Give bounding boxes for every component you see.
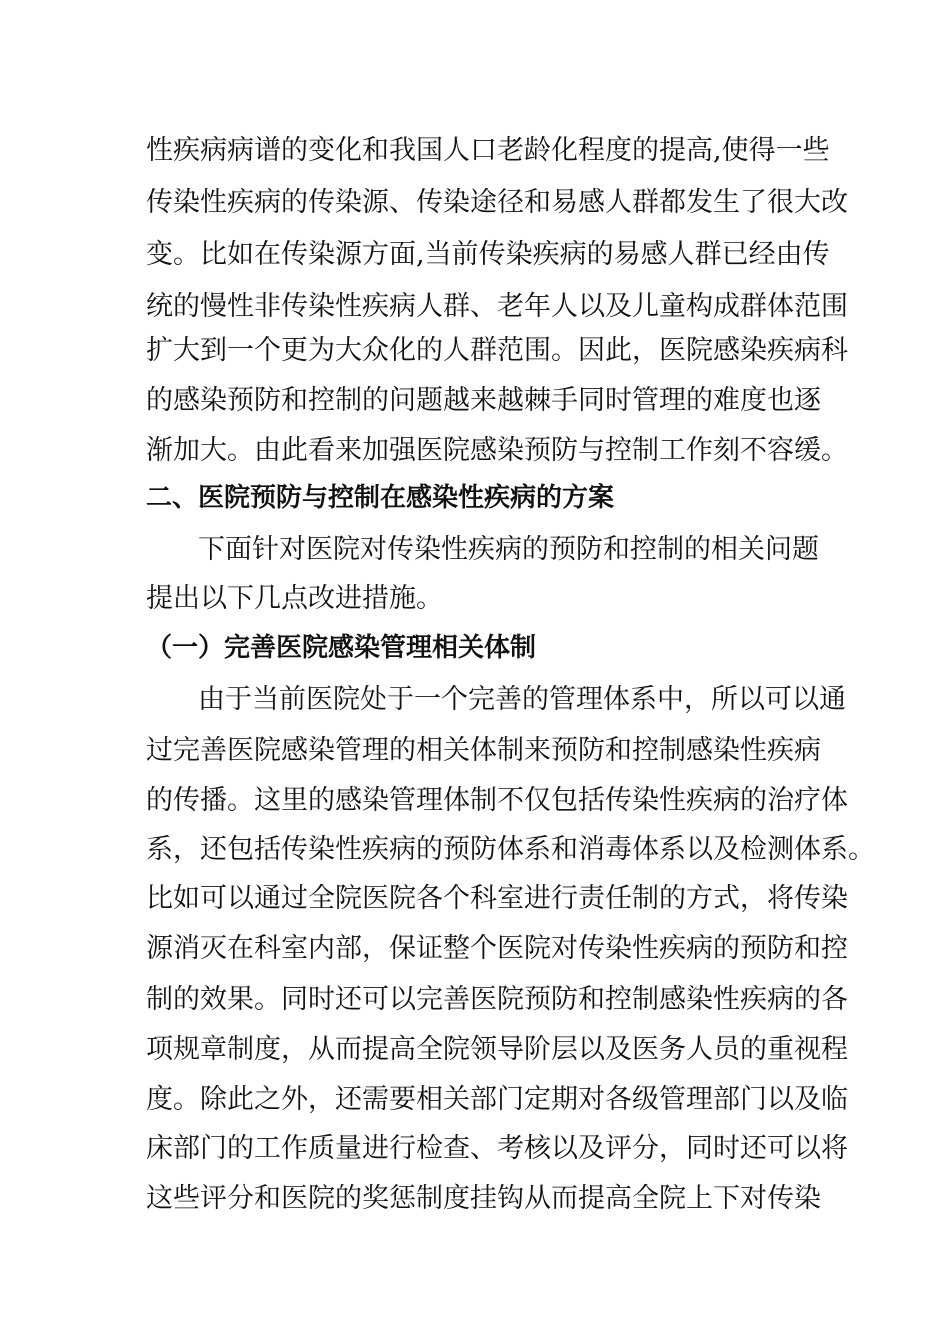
paragraph-line: 下面针对医院对传染性疾病的预防和控制的相关问题 — [198, 534, 819, 565]
subsection-heading: （一）完善医院感染管理相关体制 — [146, 633, 537, 663]
paragraph-line: 性疾病病谱的变化和我国人口老龄化程度的提高,使得一些 — [146, 135, 830, 166]
paragraph-line: 的感染预防和控制的问题越来越棘手同时管理的难度也逐 — [146, 385, 821, 416]
paragraph-line: 源消灭在科室内部，保证整个医院对传染性疾病的预防和控 — [146, 933, 848, 964]
paragraph-line: 提出以下几点改进措施。 — [146, 583, 443, 614]
paragraph-line: 系，还包括传染性疾病的预防体系和消毒体系以及检测体系。 — [146, 834, 875, 865]
paragraph-line: 扩大到一个更为大众化的人群范围。因此，医院感染疾病科 — [146, 335, 848, 366]
paragraph-line: 渐加大。由此看来加强医院感染预防与控制工作刻不容缓。 — [146, 435, 848, 466]
paragraph-line: 这些评分和医院的奖惩制度挂钩从而提高全院上下对传染 — [146, 1183, 821, 1214]
paragraph-line: 比如可以通过全院医院各个科室进行责任制的方式，将传染 — [146, 883, 848, 914]
paragraph-line: 项规章制度，从而提高全院领导阶层以及医务人员的重视程 — [146, 1034, 848, 1065]
paragraph-line: 过完善医院感染管理的相关体制来预防和控制感染性疾病 — [146, 735, 821, 766]
paragraph-line: 床部门的工作质量进行检查、考核以及评分，同时还可以将 — [146, 1133, 848, 1164]
paragraph-line: 制的效果。同时还可以完善医院预防和控制感染性疾病的各 — [146, 984, 848, 1015]
paragraph-line: 传染性疾病的传染源、传染途径和易感人群都发生了很大改 — [146, 187, 848, 218]
paragraph-line: 统的慢性非传染性疾病人群、老年人以及儿童构成群体范围 — [146, 291, 848, 322]
paragraph-line: 的传播。这里的感染管理体制不仅包括传染性疾病的治疗体 — [146, 785, 848, 816]
section-heading: 二、医院预防与控制在感染性疾病的方案 — [146, 483, 615, 513]
paragraph-line: 度。除此之外，还需要相关部门定期对各级管理部门以及临 — [146, 1084, 848, 1115]
paragraph-line: 变。比如在传染源方面,当前传染疾病的易感人群已经由传 — [146, 239, 830, 270]
paragraph-line: 由于当前医院处于一个完善的管理体系中，所以可以通 — [198, 684, 846, 715]
